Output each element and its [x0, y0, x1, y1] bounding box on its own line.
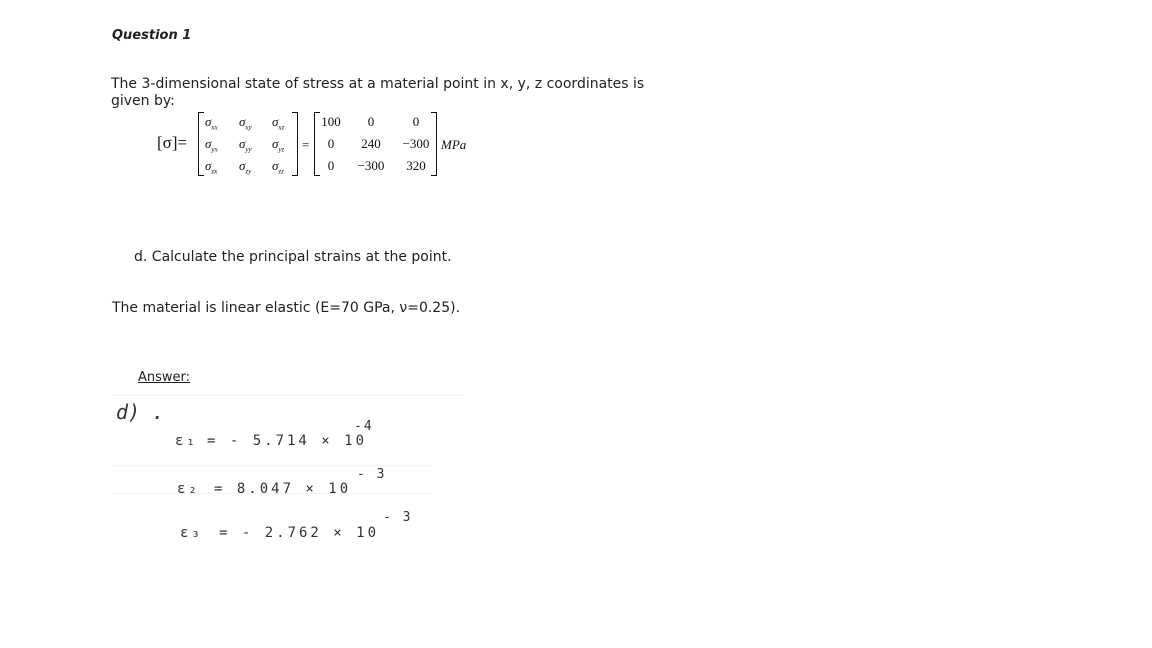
question-title: Question 1 [112, 28, 192, 43]
matrix-value: 0 [327, 136, 335, 151]
epsilon-2-value: = 8.047 × 10 [214, 481, 352, 497]
handwritten-part-label: d) . [116, 400, 165, 424]
epsilon-2-exponent: - 3 [357, 467, 387, 482]
epsilon-2-symbol: ε₂ [177, 481, 200, 497]
matrix-value: −300 [357, 158, 385, 173]
scan-line [112, 465, 432, 466]
matrix-value: 0 [412, 114, 420, 129]
right-bracket [292, 112, 298, 176]
matrix-value: 320 [406, 158, 426, 173]
matrix-value: 0 [367, 114, 375, 129]
matrix-value: 0 [327, 158, 335, 173]
equals-sign: = [302, 137, 310, 152]
sigma-yx: $\sigma_{yx}$ [205, 136, 218, 154]
intro-text: The 3-dimensional state of stress at a material point in x, y, z coordinates is given by: [111, 76, 645, 109]
epsilon-1-exponent: -4 [354, 419, 374, 434]
unit-label: MPa [441, 137, 467, 152]
matrix-value: −300 [402, 136, 430, 151]
part-d-question: d. Calculate the principal strains at the point. [134, 249, 452, 265]
epsilon-1-value: = - 5.714 × 10 [207, 433, 368, 449]
epsilon-3-value: = - 2.762 × 10 [219, 525, 380, 541]
material-properties: The material is linear elastic (E=70 GPa, ν=0.25). [112, 300, 461, 316]
sigma-zy: $\sigma_{zy}$ [239, 158, 252, 176]
epsilon-1-symbol: ε₁ [175, 433, 198, 449]
answer-label: Answer: [138, 370, 191, 385]
matrix-value: 100 [321, 114, 341, 129]
sigma-xz: $\sigma_{xz}$ [272, 114, 285, 132]
epsilon-3-exponent: - 3 [383, 510, 413, 525]
sigma-zz: $\sigma_{zz}$ [272, 158, 284, 176]
sigma-matrix-label: [σ]= [157, 133, 188, 152]
sigma-xx: $\sigma_{xx}$ [205, 114, 218, 132]
epsilon-3-symbol: ε₃ [180, 525, 203, 541]
matrix-value: 240 [361, 136, 381, 151]
sigma-xy: $\sigma_{xy}$ [239, 114, 252, 132]
scan-line [112, 395, 462, 396]
sigma-yz: $\sigma_{yz}$ [272, 136, 285, 154]
sigma-yy: $\sigma_{yy}$ [239, 136, 252, 154]
left-bracket [198, 112, 204, 176]
sigma-zx: $\sigma_{zx}$ [205, 158, 218, 176]
